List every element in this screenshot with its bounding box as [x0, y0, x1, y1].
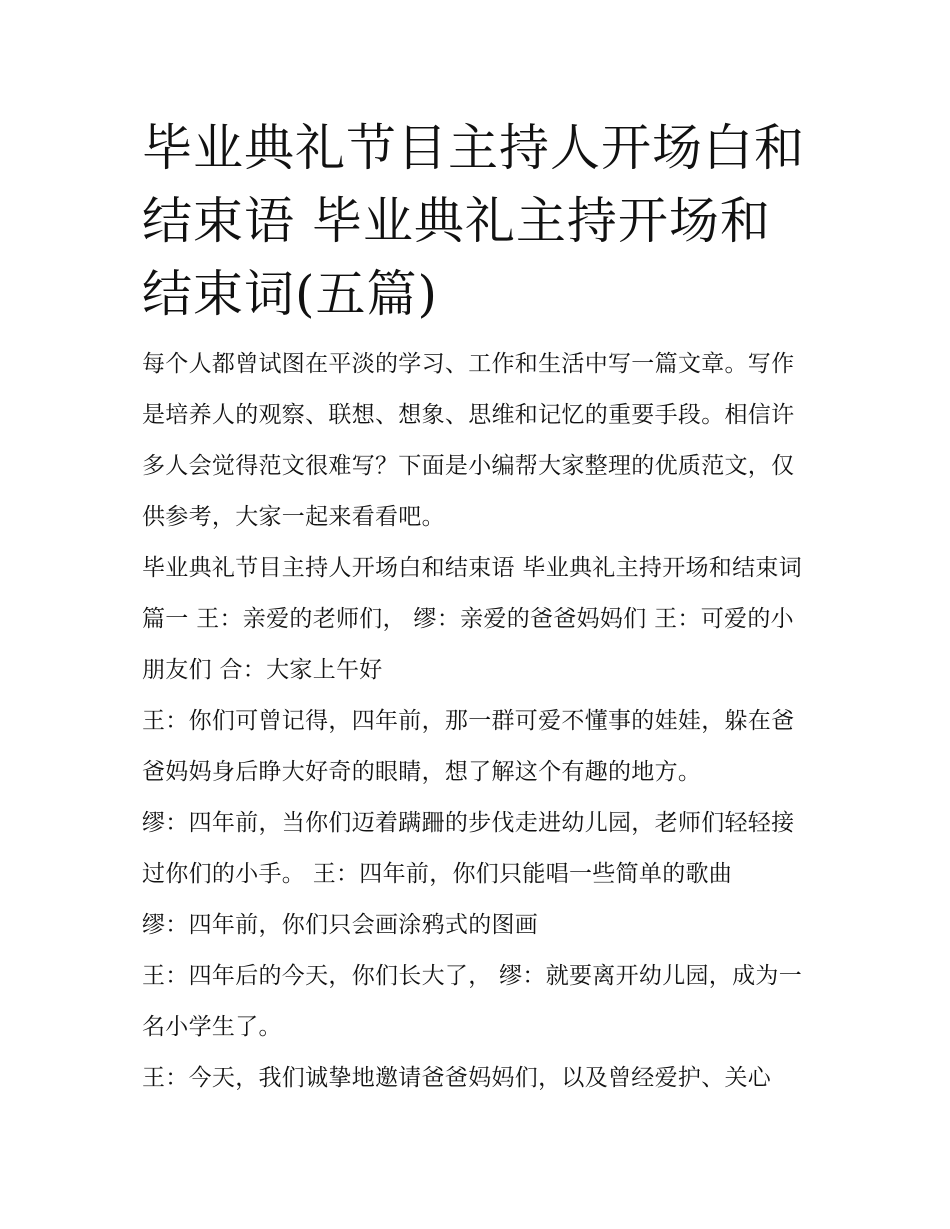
paragraph-dialogue: 王：四年后的今天，你们长大了， 缪：就要离开幼儿园，成为一名小学生了。	[142, 963, 803, 1040]
paragraph-intro: 每个人都曾试图在平淡的学习、工作和生活中写一篇文章。写作是培养人的观察、联想、想象、思维和记忆的重要手段。相信许多人会觉得范文很难写？下面是小编帮大家整理的优质范文，仅供参考，大家一起来看看吧。	[142, 351, 795, 530]
paragraph-opening: 毕业典礼节目主持人开场白和结束语 毕业典礼主持开场和结束词篇一 王：亲爱的老师们， 缪：亲爱的爸爸妈妈们 王：可爱的小朋友们 合：大家上午好	[142, 555, 803, 683]
paragraph-dialogue: 王：今天，我们诚挚地邀请爸爸妈妈们，以及曾经爱护、关心	[142, 1065, 772, 1091]
document-body	[142, 339, 814, 1104]
paragraph-dialogue: 王：你们可曾记得，四年前，那一群可爱不懂事的娃娃，躲在爸爸妈妈身后睁大好奇的眼睛，想了解这个有趣的地方。	[142, 708, 795, 785]
paragraph-dialogue: 缪：四年前，当你们迈着蹒跚的步伐走进幼儿园，老师们轻轻接过你们的小手。 王：四年前，你们只能唱一些简单的歌曲	[142, 810, 795, 887]
paragraph-dialogue: 缪：四年前，你们只会画涂鸦式的图画	[142, 912, 539, 938]
document-page	[142, 112, 814, 1104]
document-title: 毕业典礼节目主持人开场白和结束语 毕业典礼主持开场和结束词(五篇)	[142, 119, 805, 323]
